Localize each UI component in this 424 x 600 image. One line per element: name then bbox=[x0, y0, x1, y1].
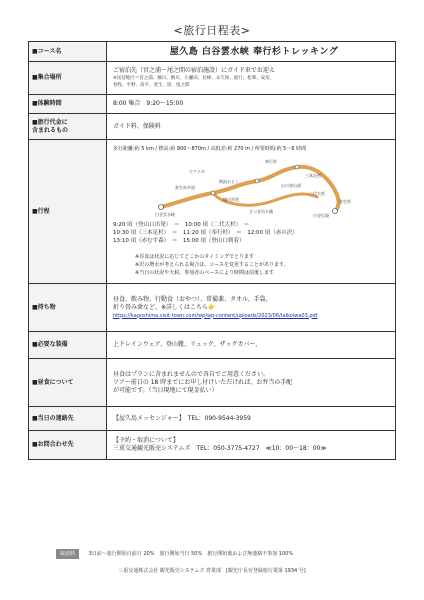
equipment-value: 上下レインウェア、登山靴、リュック、ザックカバー、 bbox=[107, 332, 396, 359]
route-section bbox=[113, 141, 395, 283]
cancel-fee-value: 3日前～旅行開始日前日 20% 旅行開始当日 50% 旅行開始後および無連絡不参加 100% bbox=[88, 551, 294, 557]
inquiry-line-1: 【予約・取消について】 bbox=[113, 437, 179, 444]
included-label-2: 含まれるもの bbox=[32, 126, 69, 134]
itinerary-table bbox=[28, 41, 396, 460]
inquiry-row bbox=[29, 431, 396, 460]
pickup-label: ■集合場所 bbox=[29, 62, 107, 95]
contact-value: 【屋久島メッセンジャー】 TEL：090-9544-3959 bbox=[107, 407, 396, 431]
page-title: <旅行日程表> bbox=[173, 24, 251, 37]
map-label-6: 弥生杉 bbox=[339, 198, 351, 204]
included-row bbox=[29, 114, 396, 140]
route-spec: 歩行距離:約 5 km / 標高:約 800～870m / 高低差:約 270 m / 所要時間:約 5～6 時間 bbox=[113, 145, 307, 152]
course-row bbox=[29, 42, 396, 62]
lunch-line-2: ツアー前日の 18 時までにお申し付けいただければ、お弁当の手配 bbox=[113, 378, 293, 386]
time-row bbox=[29, 95, 396, 114]
time-value: 8:00 集合 9:20～15:00 bbox=[107, 95, 396, 114]
note-line: ※昼食は状況に応じてどこかのタイミングでとります bbox=[135, 253, 254, 260]
map-pin-3 bbox=[295, 165, 299, 169]
lunch-line-1: 昼食はプランに含まれませんので各自でご用意ください。 bbox=[113, 370, 270, 378]
map-label-3: 二代大杉 bbox=[309, 190, 325, 196]
equipment-row bbox=[29, 332, 396, 359]
map-pin-2 bbox=[255, 179, 259, 183]
pickup-area-1: ※送迎地区＝宮之浦、楠川、椨川、小瀬田、長峰、永久保、船行、松峯、安房、 bbox=[113, 76, 275, 81]
itinerary-notes bbox=[135, 253, 289, 277]
route-map bbox=[153, 155, 353, 219]
included-value: ガイド料、保険料 bbox=[107, 114, 396, 140]
schedule-line: 10:30 頃（三本足杉） ＝ 11:20 頃（奉行杉） ＝ 12:00 頃（赤の沢） bbox=[113, 229, 298, 236]
course-label: ■コース名 bbox=[29, 42, 107, 62]
schedule-list bbox=[113, 221, 298, 245]
map-label-2: 三本足杉 bbox=[305, 172, 321, 178]
cancel-fee-row bbox=[28, 549, 396, 559]
belongings-label: ■持ち物 bbox=[29, 284, 107, 332]
map-label-4: ヤクスギ bbox=[189, 168, 205, 174]
pickup-area-2: 春牧、平野、高平、麦生、原、尾之間 bbox=[113, 83, 190, 88]
included-label-1: ■旅行代金に bbox=[32, 118, 68, 126]
schedule-line: 13:10 頃（赤むす森） ＝ 15:00 頃（登山口到着） bbox=[113, 237, 245, 244]
inquiry-label: ■お問合わせ先 bbox=[29, 431, 107, 460]
itinerary-label: ■行程 bbox=[29, 140, 107, 284]
time-label: ■体験時間 bbox=[29, 95, 107, 114]
course-name: 屋久島 白谷雲水峡 奉行杉トレッキング bbox=[107, 42, 396, 62]
map-label-11: 弥生杉歩道 bbox=[175, 184, 195, 190]
belongings-link[interactable]: https://kagoshima.visit-town.com/wp/wp-content/uploads/2023/06/taikoiwa03.pdf bbox=[113, 312, 318, 319]
belongings-line-2: 折り畳み傘など。※詳しくはこちら👉 bbox=[113, 303, 216, 311]
map-label-9: 楠川歩道 bbox=[223, 196, 239, 202]
map-label-8: 飛流おとし bbox=[219, 178, 239, 184]
belongings-row bbox=[29, 284, 396, 332]
lunch-row bbox=[29, 359, 396, 407]
contact-row bbox=[29, 407, 396, 431]
schedule-line: 9:20 頃（登山口出発） ＝ 10:00 頃（二代大杉） ＝ bbox=[113, 221, 250, 228]
map-pin-1 bbox=[211, 191, 215, 195]
map-label-1: 奉行杉 bbox=[265, 158, 277, 164]
belongings-line-1: 昼食、飲み物、行動食（おやつ）、常備薬、タオル、手袋、 bbox=[113, 295, 272, 303]
inquiry-line-2: 三重交通観光販売システムズ TEL：050-3775-4727 ≪10：00～18：00≫ bbox=[113, 445, 327, 452]
map-label-0: 白谷雲水峡 bbox=[155, 211, 175, 217]
contact-label: ■当日の連絡先 bbox=[29, 407, 107, 431]
equipment-label: ■必要な装備 bbox=[29, 332, 107, 359]
map-label-10: 山の登山道 bbox=[281, 182, 301, 188]
map-label-7: 白谷広場 bbox=[313, 212, 329, 218]
map-pin-4 bbox=[333, 208, 338, 213]
lunch-label: ■昼食について bbox=[29, 359, 107, 407]
pickup-row bbox=[29, 62, 396, 95]
map-pin-trailhead bbox=[159, 204, 164, 209]
pickup-main: ご宿泊先（宮之浦～尾之間の宿泊施設）にガイド車でお迎え bbox=[113, 67, 275, 74]
itinerary-row bbox=[29, 140, 396, 284]
note-line: ※当日の状況や天候、参加者のペースにより時間は前後します bbox=[135, 269, 274, 276]
company-info: 三重交通株式会社 観光販売システムズ 営業部 [観光庁長官登録旅行業第 1934 号] bbox=[118, 568, 306, 574]
note-line: ※沢の増水が考えられる場合は、コースを変更することがあります。 bbox=[135, 261, 289, 268]
lunch-line-3: が可能です。（当日現地にて現金払い） bbox=[113, 386, 218, 394]
cancel-fee-label: 取消料 bbox=[56, 549, 79, 559]
map-label-5: さつき吊り橋 bbox=[249, 208, 273, 214]
